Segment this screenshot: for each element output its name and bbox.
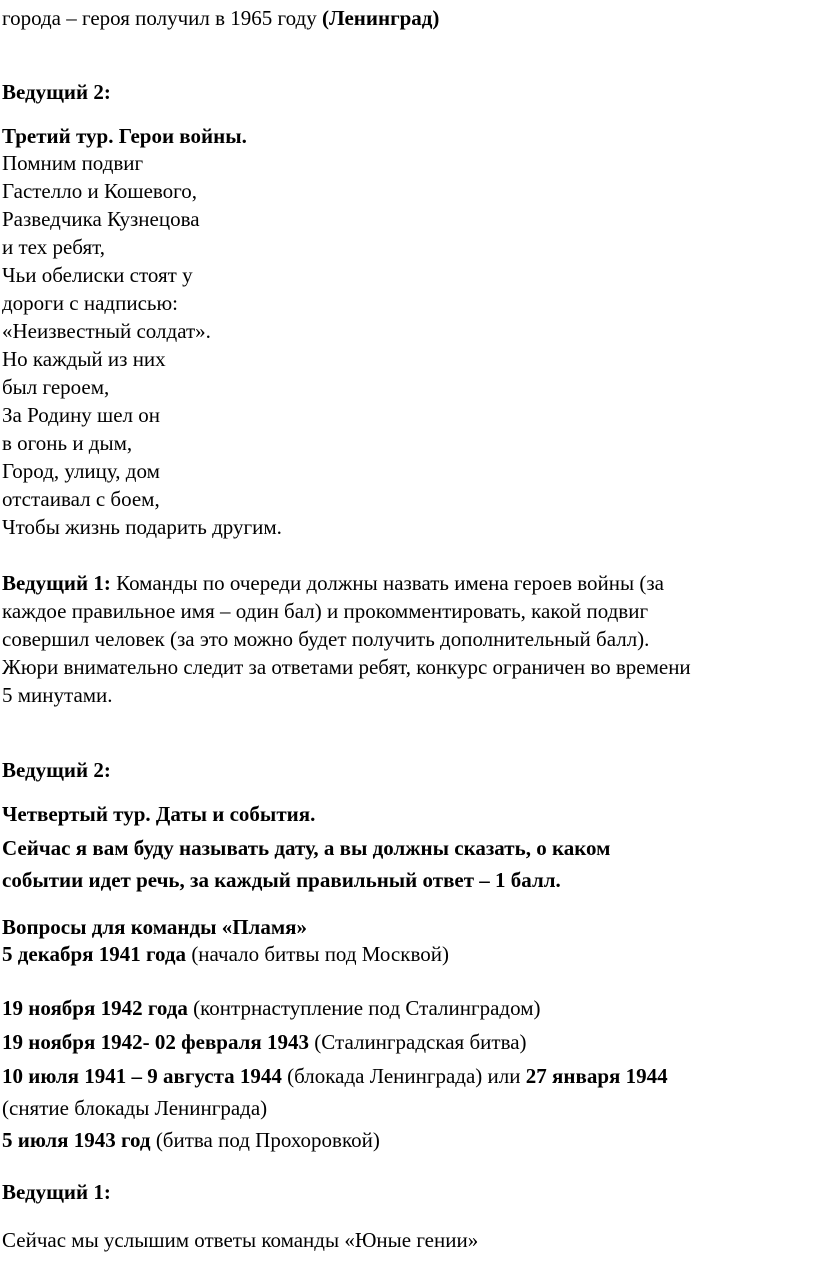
question-event: (начало битвы под Москвой) (186, 942, 449, 966)
host1-paragraph-line: совершил человек (за это можно будет получить дополнительный балл). (2, 627, 650, 651)
poem-line: Помним подвиг (2, 151, 144, 175)
poem-line: За Родину шел он (2, 403, 161, 427)
round4-title: Четвертый тур. Даты и события. (2, 802, 316, 826)
closing-line: Сейчас мы услышим ответы команды «Юные гении» (2, 1228, 479, 1252)
host1-label: Ведущий 1: (2, 571, 111, 595)
intro-text: города – героя получил в 1965 году (2, 6, 322, 30)
poem-line: дороги с надписью: (2, 291, 178, 315)
host2-heading: Ведущий 2: (2, 80, 111, 104)
poem-line: Гастелло и Кошевого, (2, 179, 198, 203)
poem-line: отстаивал с боем, (2, 487, 160, 511)
host1-paragraph-line: 5 минутами. (2, 683, 113, 707)
intro-line (2, 6, 439, 30)
poem-line: Чтобы жизнь подарить другим. (2, 515, 282, 539)
poem-line: в огонь и дым, (2, 431, 133, 455)
question-item (2, 1064, 668, 1088)
host1-paragraph-line: каждое правильное имя – один бал) и прокомментировать, какой подвиг (2, 599, 649, 623)
host1-paragraph-line: Жюри внимательно следит за ответами ребят, конкурс ограничен во времени (2, 655, 691, 679)
question-event: (Сталинградская битва) (309, 1030, 527, 1054)
round4-instruction: событии идет речь, за каждый правильный ответ – 1 балл. (2, 868, 561, 892)
poem-line: Чьи обелиски стоят у (2, 263, 193, 287)
poem-line: и тех ребят, (2, 235, 105, 259)
question-item (2, 1128, 380, 1152)
question-event: (контрнаступление под Сталинградом) (187, 996, 541, 1020)
question-item (2, 1030, 527, 1054)
question-event-continued: (снятие блокады Ленинграда) (2, 1096, 268, 1120)
question-event: (битва под Прохоровкой) (150, 1128, 380, 1152)
question-date: 5 июля 1943 год (2, 1128, 151, 1152)
question-item (2, 942, 449, 966)
question-date: 19 ноября 1942 года (2, 996, 188, 1020)
intro-answer: (Ленинград) (321, 6, 440, 30)
team-questions-heading: Вопросы для команды «Пламя» (2, 915, 308, 939)
question-date: 10 июля 1941 – 9 августа 1944 (2, 1064, 282, 1088)
poem-line: Разведчика Кузнецова (2, 207, 200, 231)
round4-instruction: Сейчас я вам буду называть дату, а вы должны сказать, о каком (2, 836, 611, 860)
question-item (2, 996, 541, 1020)
host1-paragraph-line: Ведущий 1: Команды по очереди должны назвать имена героев войны (за (2, 571, 665, 595)
question-date: 5 декабря 1941 года (2, 942, 187, 966)
poem-line: «Неизвестный солдат». (2, 319, 211, 343)
question-date: 19 ноября 1942- 02 февраля 1943 (2, 1030, 310, 1054)
host2-heading-second: Ведущий 2: (2, 758, 111, 782)
question-date-second: 27 января 1944 (525, 1064, 668, 1088)
poem-line: Город, улицу, дом (2, 459, 160, 483)
host1-heading-second: Ведущий 1: (2, 1180, 111, 1204)
poem-line: был героем, (2, 375, 110, 399)
poem-line: Но каждый из них (2, 347, 166, 371)
round3-title: Третий тур. Герои войны. (2, 124, 247, 148)
question-event: (блокада Ленинграда) или (281, 1064, 526, 1088)
